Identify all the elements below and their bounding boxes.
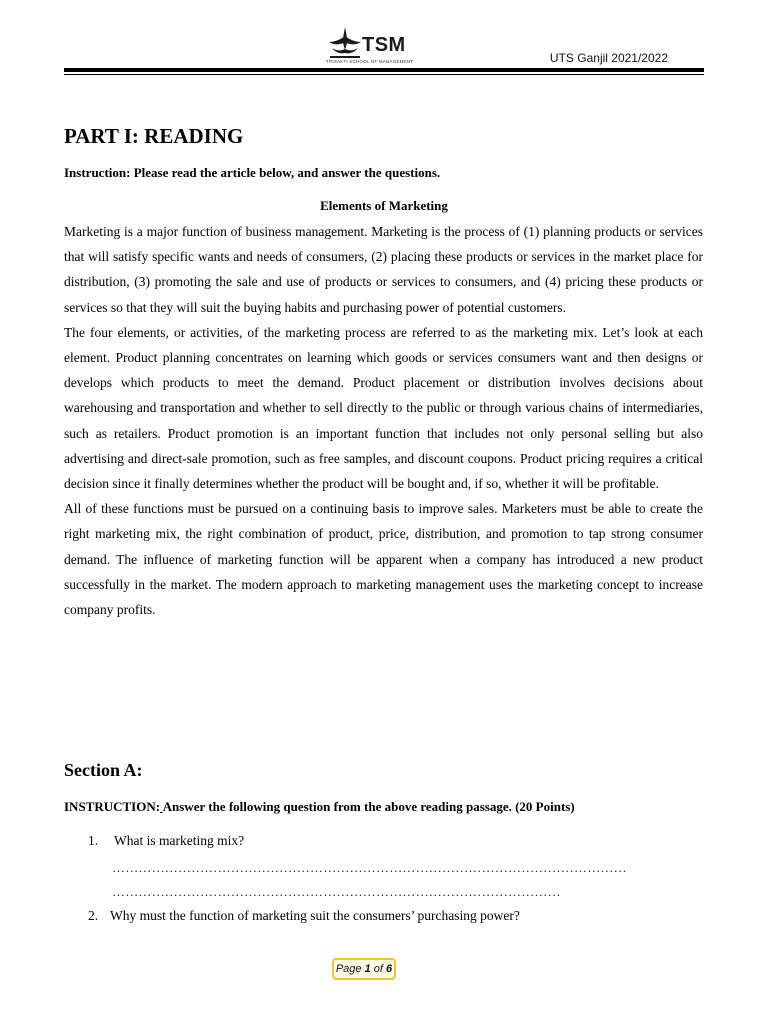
question-1 <box>88 833 244 849</box>
reading-instruction: Instruction: Please read the article below, and answer the questions. <box>64 165 441 180</box>
question-number: 2. <box>88 908 99 923</box>
logo-text: TSM <box>362 34 406 56</box>
question-number: 1. <box>88 833 99 848</box>
page-total: 6 <box>386 963 393 975</box>
page-of: of <box>370 963 387 975</box>
section-instruction-text: Answer the following question from the above reading passage. (20 Points) <box>162 799 575 814</box>
page-number-badge <box>332 958 396 980</box>
article-paragraph: All of these functions must be pursued on a continuing basis to improve sales. Marketers must be able to create the right marketing mix, the right combination of product, price, distribution, and promotion to tap strong consumer demand. The influence of marketing function will be apparent when a company has introduced a new product successfully in the market. The modern approach to marketing management uses the marketing concept to increase company profits. <box>64 501 703 618</box>
exam-label: UTS Ganjil 2021/2022 <box>549 51 668 65</box>
page-current: 1 <box>364 963 371 975</box>
answer-line[interactable]: ………………………………………………………………………………………… <box>112 884 561 899</box>
article-title: Elements of Marketing <box>320 198 448 213</box>
logo-subtext: TRISAKTI SCHOOL OF MANAGEMENT <box>326 59 414 64</box>
page-word: Page <box>335 963 365 975</box>
header-rule-thick <box>64 68 704 72</box>
trisakti-emblem-icon <box>326 26 364 60</box>
page-header <box>64 24 704 76</box>
tsm-logo <box>326 26 416 68</box>
article-body <box>64 219 703 622</box>
section-title: Section A: <box>64 760 143 780</box>
header-rule-thin <box>64 74 704 75</box>
part-title: PART I: READING <box>64 124 244 148</box>
section-instruction-label: INSTRUCTION: <box>64 799 161 814</box>
article-paragraph: The four elements, or activities, of the marketing process are referred to as the marketing mix. Let’s look at each element. Product planning concentrates on learning which goods or services consumers want and then designs or develops which products to meet the demand. Product placement or distribution involves decisions about warehousing and transportation and whether to sell directly to the public or through various chains of intermediaries, such as retailers. Product promotion is an important function that includes not only personal selling but also advertising and direct-sale promotion, such as free samples, and discount coupons. Product pricing requires a critical decision since it finally determines whether the product will be bought and, if so, whether it will be profitable. <box>64 324 703 492</box>
question-text: What is marketing mix? <box>114 833 245 848</box>
answer-line[interactable]: ……………………………………………………………………………………………………… <box>112 860 627 875</box>
question-text: Why must the function of marketing suit the consumers’ purchasing power? <box>110 908 520 923</box>
article-paragraph: Marketing is a major function of business management. Marketing is the process of (1) planning products or services that will satisfy specific wants and needs of consumers, (2) placing these products or services in the market place for distribution, (3) promoting the sale and use of products or services to consumers, and (4) pricing these products or services so that they will suit the buying habits and purchasing power of potential customers. <box>64 224 703 315</box>
question-2 <box>88 908 520 924</box>
section-instruction <box>64 799 575 815</box>
